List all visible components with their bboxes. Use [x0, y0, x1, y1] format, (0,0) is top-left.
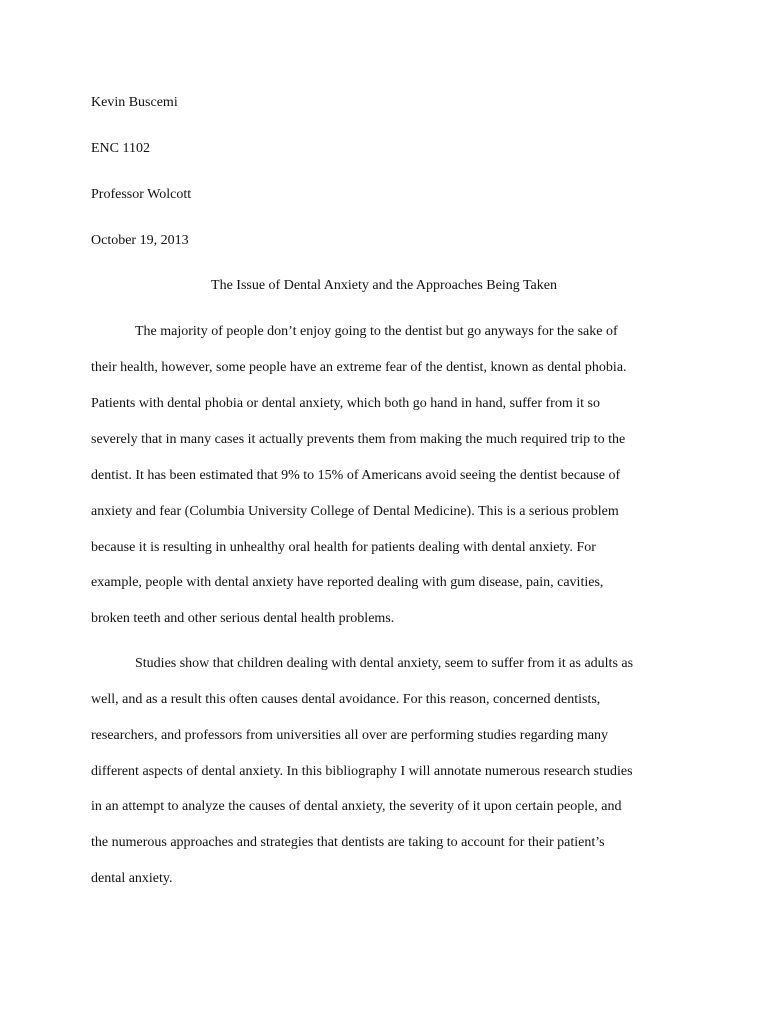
paragraph-line: example, people with dental anxiety have reported dealing with gum disease, pain, cavities, [91, 575, 604, 590]
essay-date: October 19, 2013 [91, 233, 189, 248]
paragraph-line: Patients with dental phobia or dental anxiety, which both go hand in hand, suffer from it so [91, 396, 600, 411]
paragraph-line: anxiety and fear (Columbia University College of Dental Medicine). This is a serious problem [91, 504, 619, 519]
professor-name: Professor Wolcott [91, 187, 192, 202]
course-code: ENC 1102 [91, 141, 150, 156]
paragraph-line: because it is resulting in unhealthy oral health for patients dealing with dental anxiety. For [91, 540, 596, 555]
paragraph-line: broken teeth and other serious dental health problems. [91, 611, 395, 626]
paragraph-line: the numerous approaches and strategies that dentists are taking to account for their patient’s [91, 835, 605, 850]
paragraph-line: in an attempt to analyze the causes of dental anxiety, the severity of it upon certain people, and [91, 799, 622, 814]
paragraph-line: severely that in many cases it actually prevents them from making the much required trip to the [91, 432, 626, 447]
paragraph-line: researchers, and professors from universities all over are performing studies regarding many [91, 728, 609, 743]
author-name: Kevin Buscemi [91, 95, 178, 110]
paragraph-line: dentist. It has been estimated that 9% to 15% of Americans avoid seeing the dentist because of [91, 468, 621, 483]
paragraph-line: The majority of people don’t enjoy going to the dentist but go anyways for the sake of [135, 324, 618, 339]
paragraph-line: dental anxiety. [91, 871, 173, 886]
paragraph-line: different aspects of dental anxiety. In this bibliography I will annotate numerous research studies [91, 764, 633, 779]
paragraph-line: Studies show that children dealing with dental anxiety, seem to suffer from it as adults as [135, 656, 634, 671]
essay-title: The Issue of Dental Anxiety and the Approaches Being Taken [211, 278, 557, 293]
paragraph-line: their health, however, some people have an extreme fear of the dentist, known as dental phobia. [91, 360, 627, 375]
paragraph-line: well, and as a result this often causes dental avoidance. For this reason, concerned dentists, [91, 692, 601, 707]
